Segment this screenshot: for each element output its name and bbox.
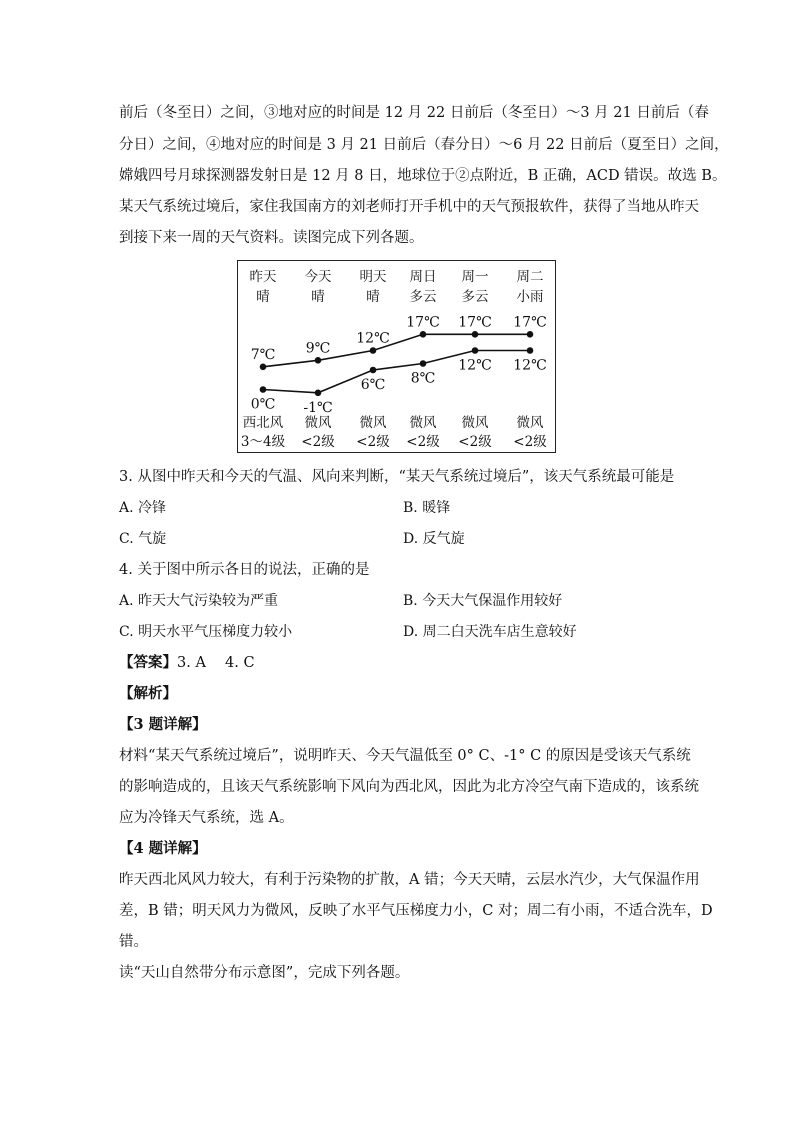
q4-option-c: C. 明天水平气压梯度力较小 — [119, 624, 293, 640]
day-label: 周一 — [461, 269, 489, 285]
low-temp-label: 12℃ — [513, 357, 547, 374]
low-temp-label: -1℃ — [303, 399, 333, 416]
weather-label: 晴 — [311, 289, 325, 305]
q3-option-d: D. 反气旋 — [403, 531, 465, 547]
low-temp-point — [370, 367, 377, 374]
low-temp-point — [420, 360, 427, 367]
intro-line-5: 到接下来一周的天气资料。读图完成下列各题。 — [119, 230, 424, 246]
wind-level-label: <2级 — [356, 434, 390, 450]
weather-label: 多云 — [409, 289, 437, 305]
intro-line-3: 嫦娥四号月球探测器发射日是 12 月 8 日，地球位于②点附近，B 正确，ACD 错误。故选 B。 — [119, 168, 727, 184]
wind-level-label: <2级 — [458, 434, 492, 450]
day-label: 周日 — [409, 269, 437, 285]
q4-detail-line-3: 错。 — [119, 934, 148, 950]
wind-direction-label: 微风 — [409, 415, 437, 431]
low-temp-point — [260, 386, 267, 393]
q4-option-a: A. 昨天大气污染较为严重 — [119, 593, 279, 609]
wind-direction-label: 西北风 — [242, 415, 284, 431]
day-label: 今天 — [304, 269, 332, 285]
answer-label: 【答案】 — [119, 654, 177, 671]
wind-level-label: 3～4级 — [240, 434, 286, 450]
wind-direction-label: 微风 — [516, 415, 544, 431]
high-temp-point — [260, 364, 267, 371]
wind-direction-label: 微风 — [461, 415, 489, 431]
low-temp-point — [527, 347, 534, 354]
low-temp-label: 12℃ — [458, 357, 492, 374]
q3-detail-line-3: 应为冷锋天气系统，选 A。 — [119, 810, 294, 826]
answer-text: 3. A 4. C — [177, 655, 255, 671]
q4-stem: 4. 关于图中所示各日的说法，正确的是 — [119, 562, 370, 578]
low-temp-point — [472, 347, 479, 354]
answer-line — [119, 653, 255, 673]
low-temp-label: 6℃ — [360, 377, 386, 393]
wind-direction-label: 微风 — [304, 415, 332, 431]
day-label: 昨天 — [249, 269, 277, 285]
high-temp-point — [370, 347, 377, 354]
q4-detail-heading: 【4 题详解】 — [119, 840, 207, 857]
weather-label: 小雨 — [516, 289, 544, 305]
low-temp-label: 8℃ — [410, 370, 436, 387]
q3-option-b: B. 暖锋 — [403, 500, 451, 516]
high-temp-point — [420, 331, 427, 338]
wind-level-label: <2级 — [513, 434, 547, 450]
day-label: 周二 — [516, 269, 544, 285]
low-temp-label: 0℃ — [250, 396, 276, 413]
weather-label: 晴 — [366, 289, 380, 305]
q3-detail-heading: 【3 题详解】 — [119, 716, 207, 733]
high-temp-point — [315, 357, 322, 364]
wind-level-label: <2级 — [406, 434, 440, 450]
q4-detail-line-2: 差，B 错；明天风力为微风，反映了水平气压梯度力小，C 对；周二有小雨，不适合洗车，D — [119, 903, 713, 919]
q3-detail-line-2: 的影响造成的，且该天气系统影响下风向为西北风，因此为北方冷空气南下造成的，该系统 — [119, 779, 699, 795]
analysis-label: 【解析】 — [119, 685, 177, 702]
q4-option-d: D. 周二白天洗车店生意较好 — [403, 624, 577, 640]
high-temp-label: 12℃ — [356, 330, 390, 347]
q3-stem: 3. 从图中昨天和今天的气温、风向来判断，“某天气系统过境后”，该天气系统最可能是 — [119, 469, 675, 485]
high-temp-point — [527, 331, 534, 338]
q3-option-a: A. 冷锋 — [119, 500, 167, 516]
high-temp-label: 9℃ — [305, 340, 331, 357]
day-label: 明天 — [359, 269, 387, 285]
intro-line-2: 分日）之间，④地对应的时间是 3 月 21 日前后（春分日）～6 月 22 日前后（夏至日）之间， — [119, 137, 729, 153]
q4-detail-line-1: 昨天西北风风力较大，有利于污染物的扩散，A 错；今天天晴，云层水汽少，大气保温作用 — [119, 872, 700, 888]
q3-detail-line-1: 材料“某天气系统过境后”，说明昨天、今天气温低至 0° C、-1° C 的原因是受该天气系统 — [119, 748, 691, 764]
weather-label: 多云 — [461, 289, 489, 305]
high-temp-label: 17℃ — [406, 314, 440, 331]
low-temp-point — [315, 390, 322, 397]
wind-direction-label: 微风 — [359, 415, 387, 431]
high-temp-label: 7℃ — [250, 346, 276, 363]
wind-level-label: <2级 — [301, 434, 335, 450]
weather-label: 晴 — [256, 289, 270, 305]
weather-chart-svg — [238, 261, 554, 451]
next-question-intro: 读“天山自然带分布示意图”，完成下列各题。 — [119, 965, 410, 981]
high-temp-point — [472, 331, 479, 338]
intro-line-4: 某天气系统过境后，家住我国南方的刘老师打开手机中的天气预报软件，获得了当地从昨天 — [119, 199, 699, 215]
high-temp-label: 17℃ — [458, 314, 492, 331]
high-temp-label: 17℃ — [513, 314, 547, 331]
q4-option-b: B. 今天大气保温作用较好 — [403, 593, 563, 609]
q3-option-c: C. 气旋 — [119, 531, 167, 547]
weather-chart — [237, 260, 556, 453]
intro-line-1: 前后（冬至日）之间，③地对应的时间是 12 月 22 日前后（冬至日）～3 月 21 日前后（春 — [119, 105, 709, 121]
